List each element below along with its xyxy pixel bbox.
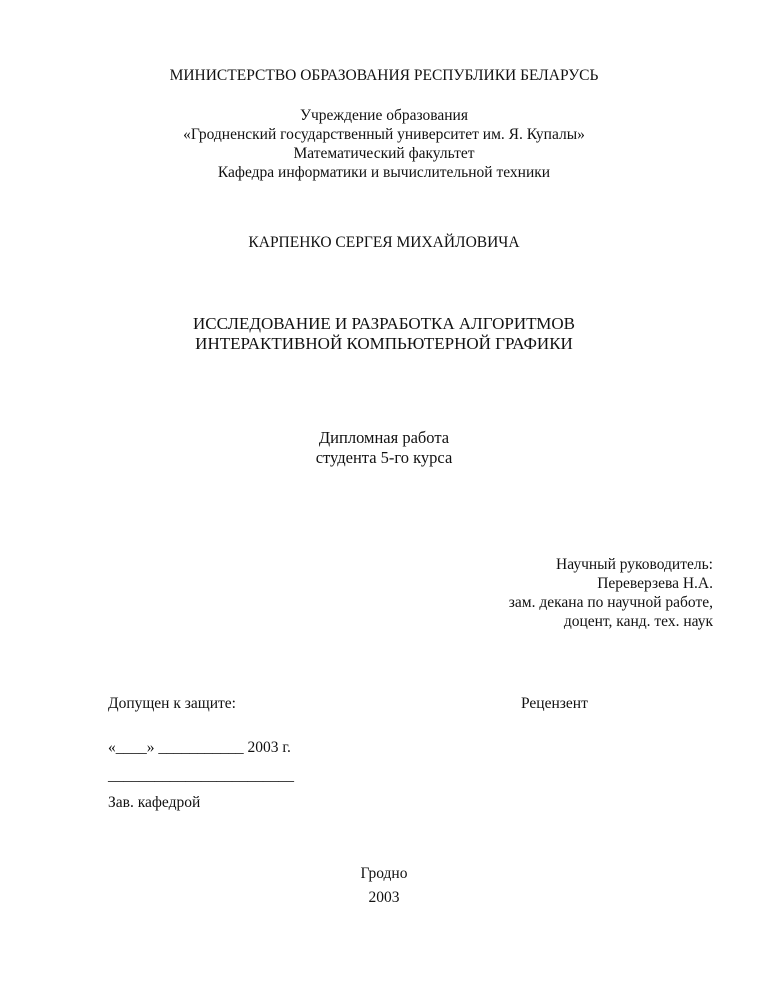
thesis-title — [0, 314, 768, 354]
footer-city: Гродно — [360, 865, 408, 882]
ministry-text: МИНИСТЕРСТВО ОБРАЗОВАНИЯ РЕСПУБЛИКИ БЕЛАРУСЬ — [169, 67, 599, 84]
thesis-title-line-1: ИССЛЕДОВАНИЕ И РАЗРАБОТКА АЛГОРИТМОВ — [192, 314, 576, 333]
admission-label: Допущен к защите: — [108, 695, 236, 712]
footer-year: 2003 — [368, 889, 400, 906]
supervisor-label: Научный руководитель: — [556, 556, 713, 573]
work-type-line-1: Дипломная работа — [318, 428, 450, 447]
signature-line: ________________________ — [108, 767, 294, 784]
university-line: «Гродненский государственный университет им. Я. Купалы» — [183, 126, 585, 143]
supervisor-position: зам. декана по научной работе, — [508, 594, 713, 611]
department-line: Кафедра информатики и вычислительной техники — [217, 164, 551, 181]
institution-line: Учреждение образования — [300, 107, 468, 124]
author-name — [0, 233, 768, 252]
author-text: КАРПЕНКО СЕРГЕЯ МИХАЙЛОВИЧА — [248, 234, 520, 251]
supervisor-name: Переверзева Н.А. — [597, 575, 713, 592]
faculty-line: Математический факультет — [293, 145, 475, 162]
supervisor-block — [509, 555, 713, 631]
ministry-heading — [0, 66, 768, 85]
institution-block — [0, 106, 768, 182]
thesis-title-line-2: ИНТЕРАКТИВНОЙ КОМПЬЮТЕРНОЙ ГРАФИКИ — [195, 334, 573, 353]
supervisor-degree: доцент, канд. тех. наук — [563, 613, 713, 630]
work-type — [0, 428, 768, 468]
reviewer-label: Рецензент — [521, 695, 588, 712]
work-type-line-2: студента 5-го курса — [315, 448, 453, 467]
head-of-department-label: Зав. кафедрой — [108, 794, 201, 811]
admission-date-line: «____» ___________ 2003 г. — [108, 739, 291, 756]
footer-block — [0, 862, 768, 910]
